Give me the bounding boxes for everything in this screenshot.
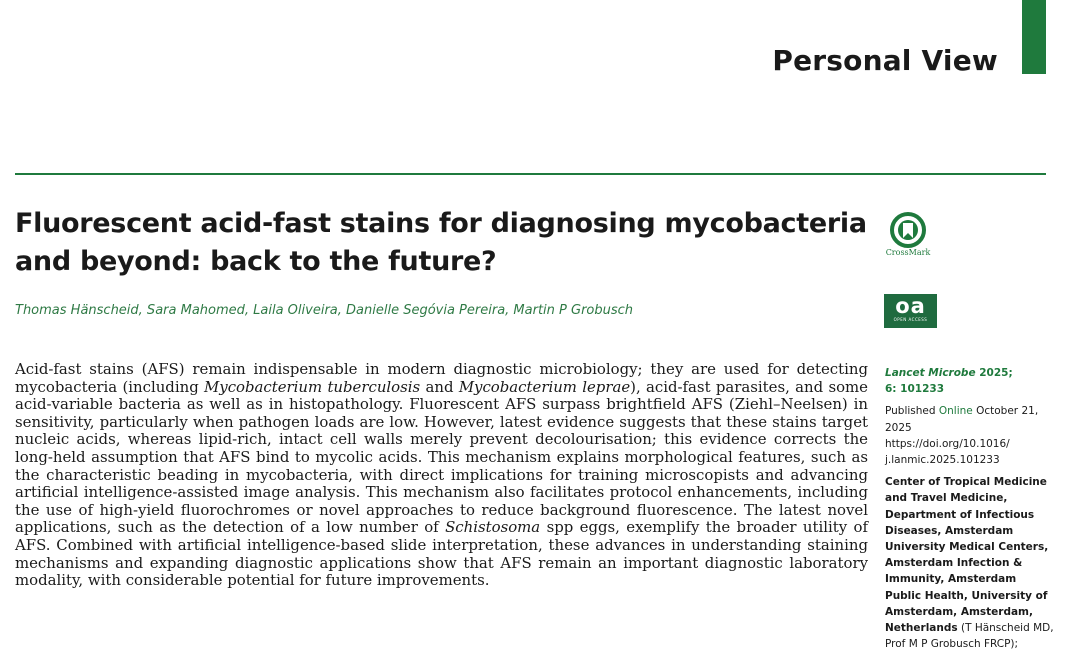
crossmark-label: CrossMark — [885, 248, 931, 257]
doi-link[interactable]: https://doi.org/10.1016/ j.lanmic.2025.101233 — [885, 437, 1010, 467]
article-title: Fluorescent acid-fast stains for diagnosing mycobacteria and beyond: back to the future? — [15, 208, 867, 277]
publication-info: Published Online October 21, 2025 https://doi.org/10.1016/ j.lanmic.2025.101233 — [885, 405, 1039, 467]
crossmark-icon — [890, 212, 926, 248]
article-sidebar — [885, 365, 1055, 652]
open-access-badge — [884, 294, 937, 328]
abstract: Acid-fast stains (AFS) remain indispensable in modern diagnostic microbiology; they are used for detecting mycobacteria (including Mycobacterium tuberculosis and Mycobacterium leprae), acid-fast parasites, and some acid-variable bacteria as well as in histopathology. Fluorescent AFS surpass brightfield AFS (Ziehl–Neelsen) in sensitivity, particularly when pathogen loads are low. However, latest evidence suggests that these stains target nucleic acids, whereas lipid-rich, intact cell walls merely prevent decolourisation; this evidence corrects the long-held assumption that AFS bind to mycolic acids. This mechanism explains morphological features, such as the characteristic beading in mycobacteria, with direct implications for training microscopists and advancing artificial intelligence-assisted image analysis. This mechanism also facilitates protocol enhancements, including the use of high-yield fluorochromes or novel approaches to reduce background fluorescence. The latest novel applications, such as the detection of a low number of Schistosoma spp eggs, exemplify the broader utility of AFS. Combined with artificial intelligence-based slide interpretation, these advances in understanding staining mechanisms and expanding diagnostic applications show that AFS remain an important diagnostic laboratory modality, with considerable potential for future improvements. — [15, 360, 869, 590]
oa-logo-subtext: OPEN ACCESS — [893, 317, 928, 322]
affiliation: Center of Tropical Medicine and Travel Medicine, Department of Infectious Diseases, Amsterdam University Medical Centers, Amsterdam Infection & Immunity, Amsterdam Public Health, University of Amsterdam, Amsterdam, Netherlands (T Hänscheid MD, Prof M P Grobusch FRCP); — [885, 476, 1054, 651]
author-list[interactable]: Thomas Hänscheid, Sara Mahomed, Laila Oliveira, Danielle Segóvia Pereira, Martin P Grobusch — [15, 303, 634, 318]
header-rule — [15, 173, 1046, 175]
section-label: Personal View — [772, 44, 998, 77]
section-color-tab — [1022, 0, 1046, 74]
crossmark-badge[interactable] — [884, 212, 932, 257]
citation[interactable]: Lancet Microbe 2025; 6: 101233 — [885, 367, 1013, 396]
oa-logo-text: oa — [895, 294, 926, 318]
